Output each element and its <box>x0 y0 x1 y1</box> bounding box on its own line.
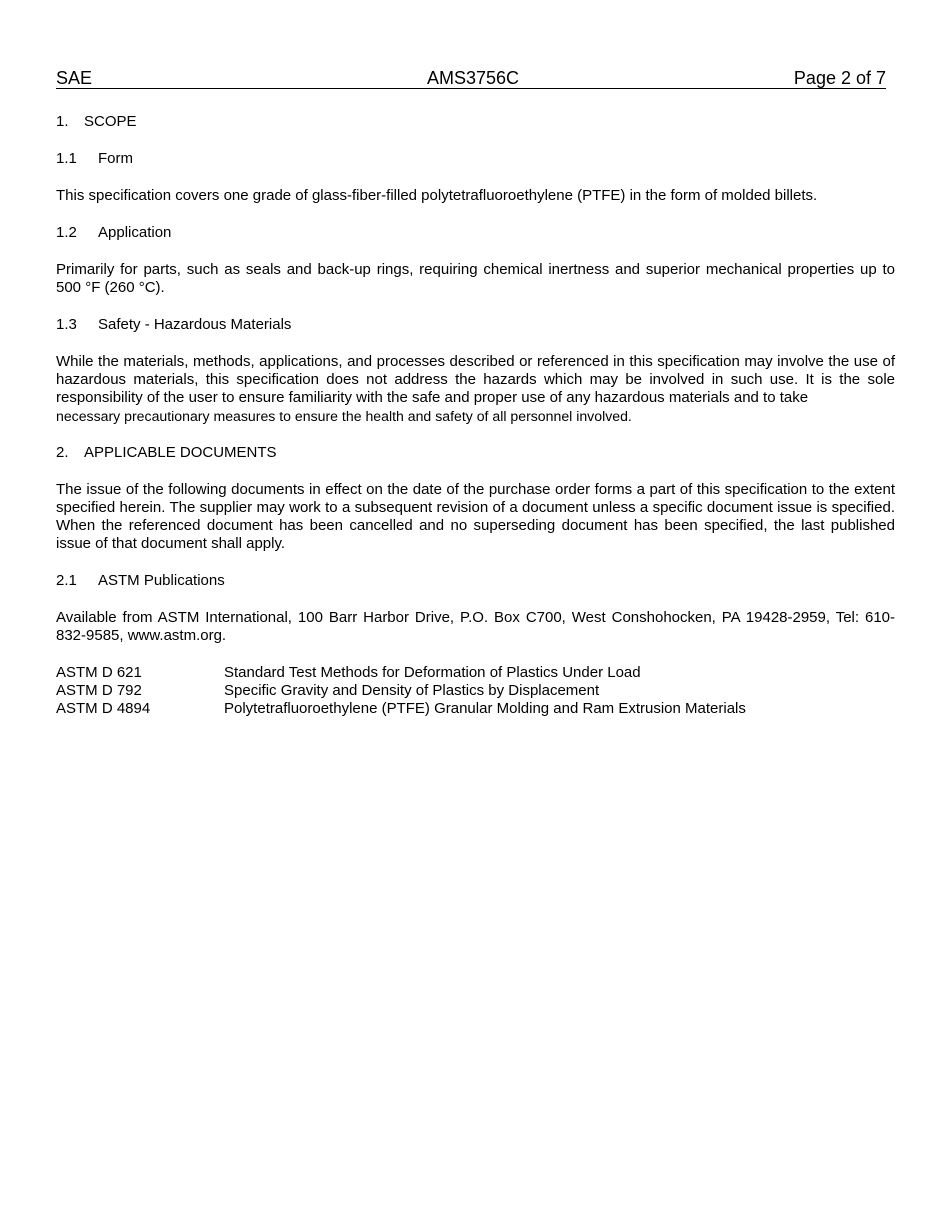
section-heading-astm-publications <box>56 572 895 590</box>
table-row <box>56 664 746 682</box>
table-row <box>56 700 746 718</box>
form-paragraph: This specification covers one grade of glass-fiber-filled polytetrafluoroethylene (PTFE) in the form of molded billets. <box>56 187 818 204</box>
safety-paragraph: While the materials, methods, applications, and processes described or referenced in this specification may involve the use of hazardous materials, this specification does not address the hazards which may be involved in such use. It is the sole responsibility of the user to ensure familiarity with the safe and proper use of any hazardous materials and to take <box>56 353 895 406</box>
astm-availability-paragraph: Available from ASTM International, 100 Barr Harbor Drive, P.O. Box C700, West Conshohocken, PA 19428-2959, Tel: 610-832-9585, www.astm.org. <box>56 609 895 644</box>
table-row <box>56 682 746 700</box>
section-number: 1.1 <box>56 150 77 167</box>
page-header <box>56 68 886 89</box>
section-title: ASTM Publications <box>98 572 225 589</box>
section-number: 1.2 <box>56 224 77 241</box>
safety-paragraph-tail: necessary precautionary measures to ensure the health and safety of all personnel involved. <box>56 408 632 424</box>
reference-list <box>56 664 746 718</box>
header-publisher: SAE <box>56 68 93 88</box>
reference-title: Polytetrafluoroethylene (PTFE) Granular Molding and Ram Extrusion Materials <box>224 700 746 717</box>
section-number: 1. <box>56 113 69 130</box>
section-title: APPLICABLE DOCUMENTS <box>84 444 277 461</box>
reference-code: ASTM D 621 <box>56 664 142 681</box>
applicable-documents-paragraph: The issue of the following documents in effect on the date of the purchase order forms a part of this specification to the extent specified herein. The supplier may work to a subsequent revision of a document unless a specific document issue is specified. When the referenced document has been cancelled and no superseding document has been specified, the last published issue of that document shall apply. <box>56 481 895 552</box>
reference-code: ASTM D 792 <box>56 682 142 699</box>
section-number: 2. <box>56 444 69 461</box>
document-body <box>56 113 895 718</box>
reference-code: ASTM D 4894 <box>56 700 151 717</box>
section-number: 1.3 <box>56 316 77 333</box>
section-heading-form <box>56 150 895 168</box>
section-heading-applicable-documents <box>56 444 895 462</box>
section-number: 2.1 <box>56 572 77 589</box>
reference-title: Standard Test Methods for Deformation of Plastics Under Load <box>224 664 641 681</box>
header-document-number: AMS3756C <box>427 68 520 88</box>
section-heading-scope <box>56 113 895 131</box>
section-title: Safety - Hazardous Materials <box>98 316 292 333</box>
section-heading-safety <box>56 316 895 334</box>
reference-title: Specific Gravity and Density of Plastics by Displacement <box>224 682 600 699</box>
header-page-number: Page 2 of 7 <box>793 68 886 88</box>
application-paragraph: Primarily for parts, such as seals and back-up rings, requiring chemical inertness and superior mechanical properties up to 500 °F (260 °C). <box>56 261 895 296</box>
section-title: Application <box>98 224 172 241</box>
section-heading-application <box>56 224 895 242</box>
section-title: Form <box>98 150 133 167</box>
section-title: SCOPE <box>84 113 137 130</box>
